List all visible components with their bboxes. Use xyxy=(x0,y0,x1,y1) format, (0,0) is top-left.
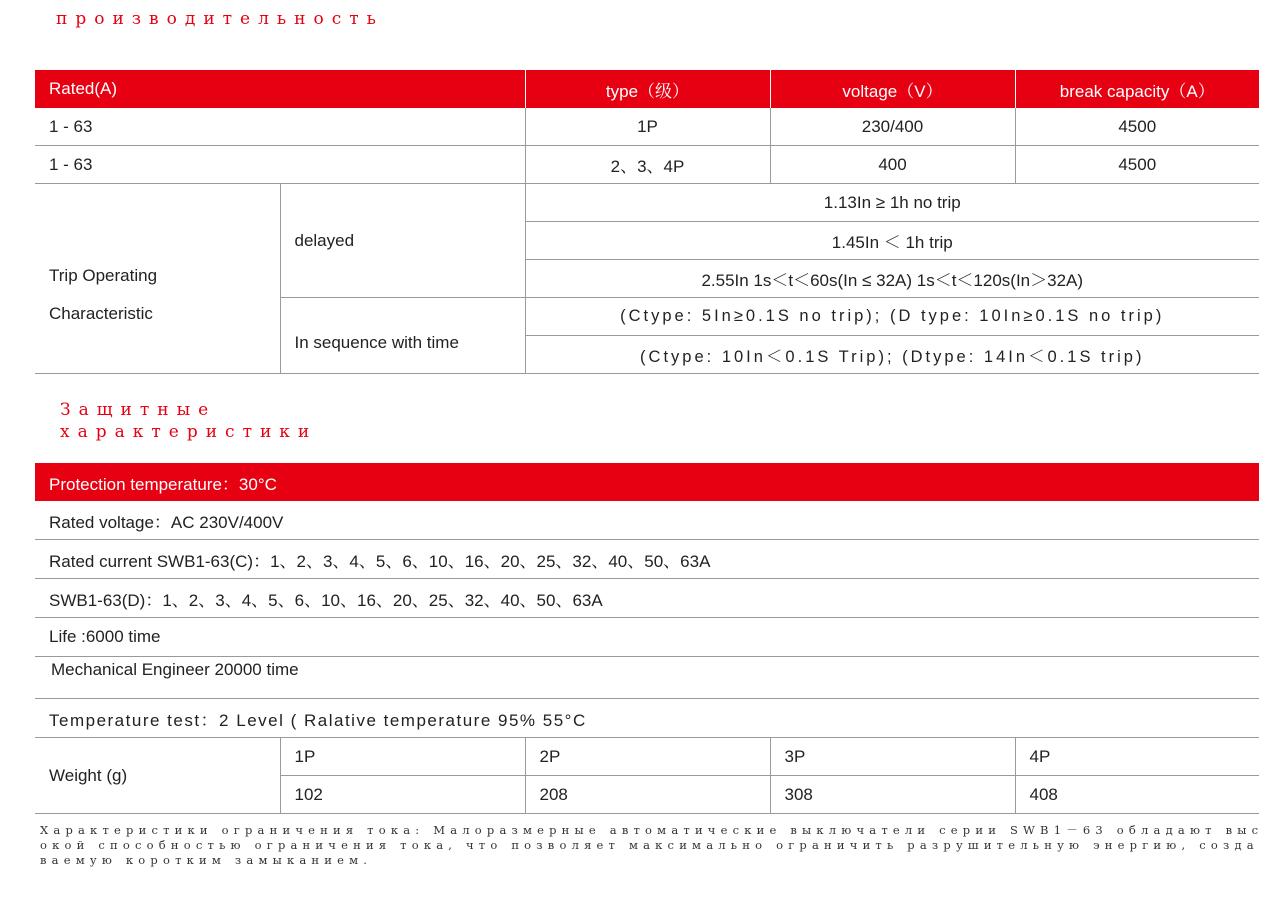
weight-label: Weight (g) xyxy=(35,738,280,814)
heading-performance: производительность xyxy=(56,9,384,29)
cell-type: 2、3、4P xyxy=(525,146,770,184)
delayed-row-3: 2.55In 1s＜t＜60s(In ≤ 32A) 1s＜t＜120s(In＞32A) xyxy=(525,260,1259,298)
weight-value-3p: 308 xyxy=(770,776,1015,814)
rated-current-c: Rated current SWB1-63(C)：1、2、3、4、5、6、10、16、20、25、32、40、50、63A xyxy=(35,540,1259,579)
table-row xyxy=(35,146,1259,184)
header-break-capacity: break capacity（A） xyxy=(1015,70,1259,108)
rated-current-d: SWB1-63(D)：1、2、3、4、5、6、10、16、20、25、32、40、50、63A xyxy=(35,579,1259,618)
trip-operating-label xyxy=(35,184,280,374)
table-row xyxy=(35,738,1259,776)
protection-temperature: Protection temperature：30°C xyxy=(35,463,1259,501)
header-type: type（级） xyxy=(525,70,770,108)
protection-table xyxy=(35,463,1259,814)
weight-pole-4p: 4P xyxy=(1015,738,1259,776)
cell-voltage: 230/400 xyxy=(770,108,1015,146)
heading-protection-line-2: характеристики xyxy=(60,422,318,442)
weight-value-1p: 102 xyxy=(280,776,525,814)
table-row xyxy=(35,501,1259,540)
sequence-row-1: (Ctype: 5In≥0.1S no trip); (D type: 10In≥0.1S no trip) xyxy=(525,298,1259,336)
table-row xyxy=(35,540,1259,579)
table-row xyxy=(35,184,1259,222)
protection-header-row xyxy=(35,463,1259,501)
delayed-row-2: 1.45In ＜ 1h trip xyxy=(525,222,1259,260)
sequence-row-2: (Ctype: 10In＜0.1S Trip); (Dtype: 14In＜0.1S trip) xyxy=(525,336,1259,374)
weight-pole-3p: 3P xyxy=(770,738,1015,776)
performance-table xyxy=(35,70,1259,374)
cell-rated: 1 - 63 xyxy=(35,108,525,146)
table-row xyxy=(35,699,1259,738)
table-row xyxy=(35,579,1259,618)
weight-value-4p: 408 xyxy=(1015,776,1259,814)
header-voltage: voltage（V） xyxy=(770,70,1015,108)
header-rated: Rated(A) xyxy=(35,70,525,108)
trip-label-line-2: Characteristic xyxy=(49,303,153,323)
sequence-label: In sequence with time xyxy=(280,298,525,374)
rated-voltage: Rated voltage：AC 230V/400V xyxy=(35,501,1259,540)
life: Life :6000 time xyxy=(35,618,1259,657)
current-limiting-note: Характеристики ограничения тока: Малоразмерные автоматические выключатели серии SWB1－63 обладают высокой способностью ограничения тока, что позволяет максимально ограничить разрушительную энергию, создаваемую коротким замыканием. xyxy=(40,823,1264,867)
mechanical-life: Mechanical Engineer 20000 time xyxy=(35,657,1259,699)
weight-value-2p: 208 xyxy=(525,776,770,814)
trip-label-line-1: Trip Operating xyxy=(49,265,158,285)
performance-header-row xyxy=(35,70,1259,108)
delayed-label: delayed xyxy=(280,184,525,298)
cell-rated: 1 - 63 xyxy=(35,146,525,184)
weight-pole-2p: 2P xyxy=(525,738,770,776)
cell-type: 1P xyxy=(525,108,770,146)
heading-protection-line-1: Защитные xyxy=(60,400,217,420)
cell-break-capacity: 4500 xyxy=(1015,108,1259,146)
delayed-row-1: 1.13In ≥ 1h no trip xyxy=(525,184,1259,222)
cell-break-capacity: 4500 xyxy=(1015,146,1259,184)
table-row xyxy=(35,108,1259,146)
weight-pole-1p: 1P xyxy=(280,738,525,776)
table-row xyxy=(35,618,1259,657)
cell-voltage: 400 xyxy=(770,146,1015,184)
table-row xyxy=(35,657,1259,699)
temperature-test: Temperature test：2 Level ( Ralative temperature 95% 55°C xyxy=(35,699,1259,738)
